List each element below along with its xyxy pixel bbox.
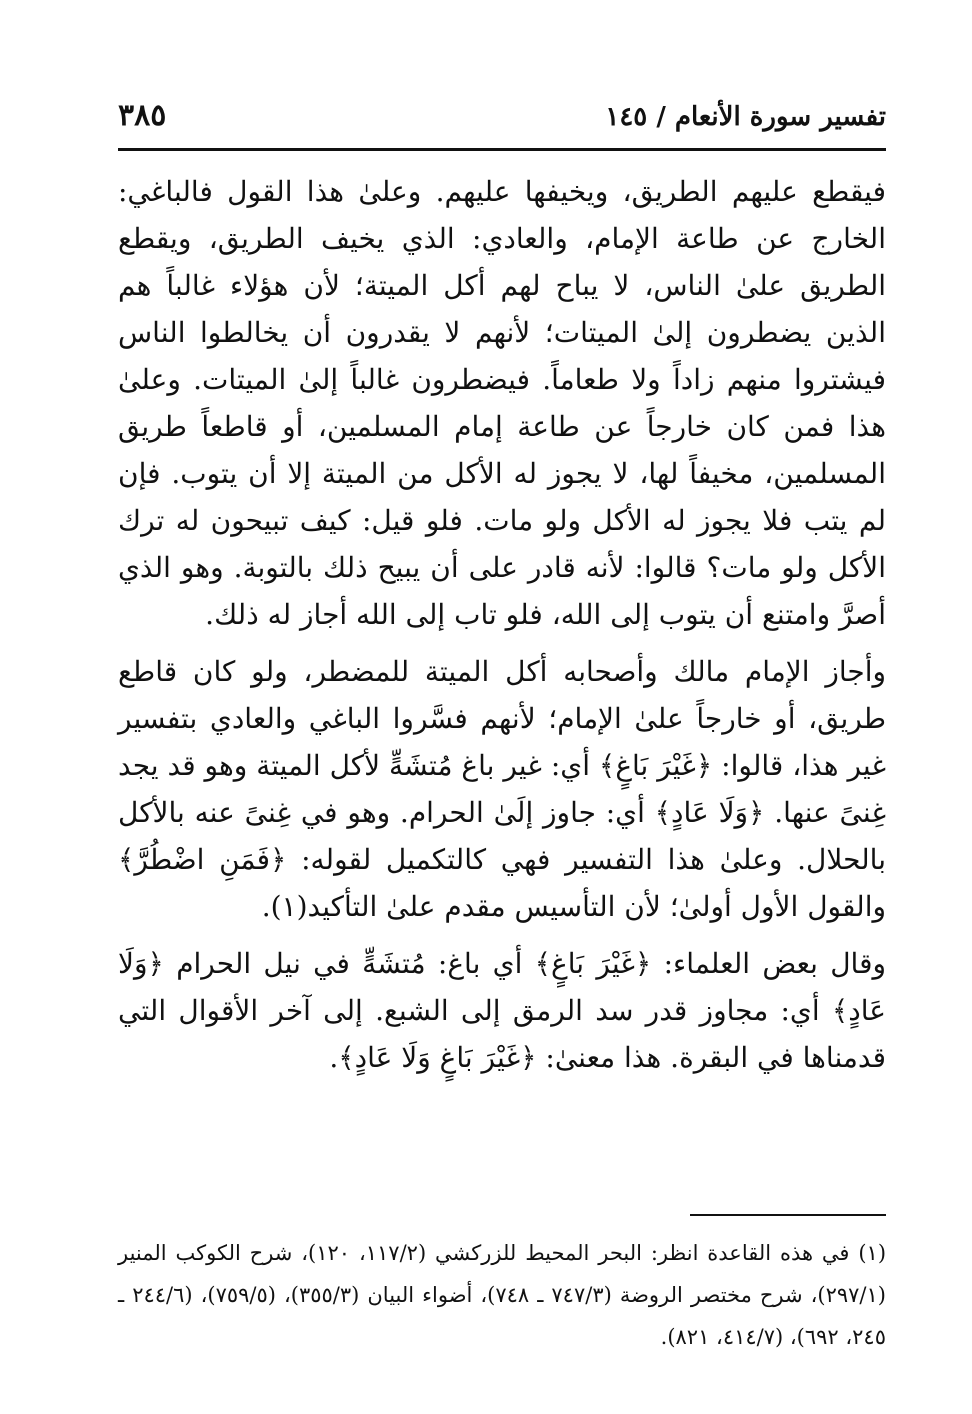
paragraph-2: وأجاز الإمام مالك وأصحابه أكل الميتة للمضطر، ولو كان قاطع طريق، أو خارجاً علىٰ الإمام؛ لأنهم فسَّروا الباغي والعادي بتفسير غير هذا، قالوا: ﴿غَيْرَ بَاغٍ﴾ أي: غير باغ مُتشَهٍّ لأكل الميتة وهو قد يجد غِنىً عنها. ﴿وَلَا عَادٍ﴾ أي: جاوز إلَىٰ الحرام. وهو في غِنىً عنه بالأكل بالحلال. وعلىٰ هذا التفسير فهي كالتكميل لقوله: ﴿فَمَنِ اضْطُرَّ﴾ والقول الأول أولىٰ؛ لأن التأسيس مقدم علىٰ التأكيد(١). xyxy=(118,655,887,923)
paragraph-1: فيقطع عليهم الطريق، ويخيفها عليهم. وعلىٰ هذا القول فالباغي: الخارج عن طاعة الإمام، والعادي: الذي يخيف الطريق، ويقطع الطريق علىٰ الناس، لا يباح لهم أكل الميتة؛ لأن هؤلاء غالباً هم الذين يضطرون إلىٰ الميتات؛ لأنهم لا يقدرون أن يخالطوا الناس فيشتروا منهم زاداً ولا طعاماً. فيضطرون غالباً إلىٰ الميتات. وعلىٰ هذا فمن كان خارجاً عن طاعة إمام المسلمين، أو قاطعاً طريق المسلمين، مخيفاً لها، لا يجوز له الأكل من الميتة إلا أن يتوب. فإن لم يتب فلا يجوز له الأكل ولو مات. فلو قيل: كيف تبيحون له ترك الأكل ولو مات؟ قالوا: لأنه قادر على أن يبيح ذلك بالتوبة. وهو الذي أصرَّ وامتنع أن يتوب إلى الله، فلو تاب إلى الله أجاز له ذلك. xyxy=(118,175,887,631)
page-number: ٣٨٥ xyxy=(118,98,167,133)
paragraph-3: وقال بعض العلماء: ﴿غَيْرَ بَاغٍ﴾ أي باغ: مُتشَهٍّ في نيل الحرام ﴿وَلَا عَادٍ﴾ أي: مجاوز قدر سد الرمق إلى الشبع. إلى آخر الأقوال التي قدمناها في البقرة. هذا معنىٰ: ﴿غَيْرَ بَاغٍ وَلَا عَادٍ﴾. xyxy=(118,947,886,1074)
footnotes xyxy=(118,1232,886,1358)
footnote-1: (١) في هذه القاعدة انظر: البحر المحيط للزركشي (١١٧/٢، ١٢٠)، شرح الكوكب المنير (٢٩٧/١)، شرح مختصر الروضة (٧٤٧/٣ ـ ٧٤٨)، أضواء البيان (٣٥٥/٣)، (٧٥٩/٥)، (٢٤٤/٦ ـ ٢٤٥، ٦٩٢)، (٤١٤/٧، ٨٢١). xyxy=(118,1241,887,1349)
header-title: تفسير سورة الأنعام / ١٤٥ xyxy=(605,102,886,132)
main-text xyxy=(118,168,886,1081)
running-header xyxy=(118,96,886,151)
footnote-separator xyxy=(690,1214,886,1216)
